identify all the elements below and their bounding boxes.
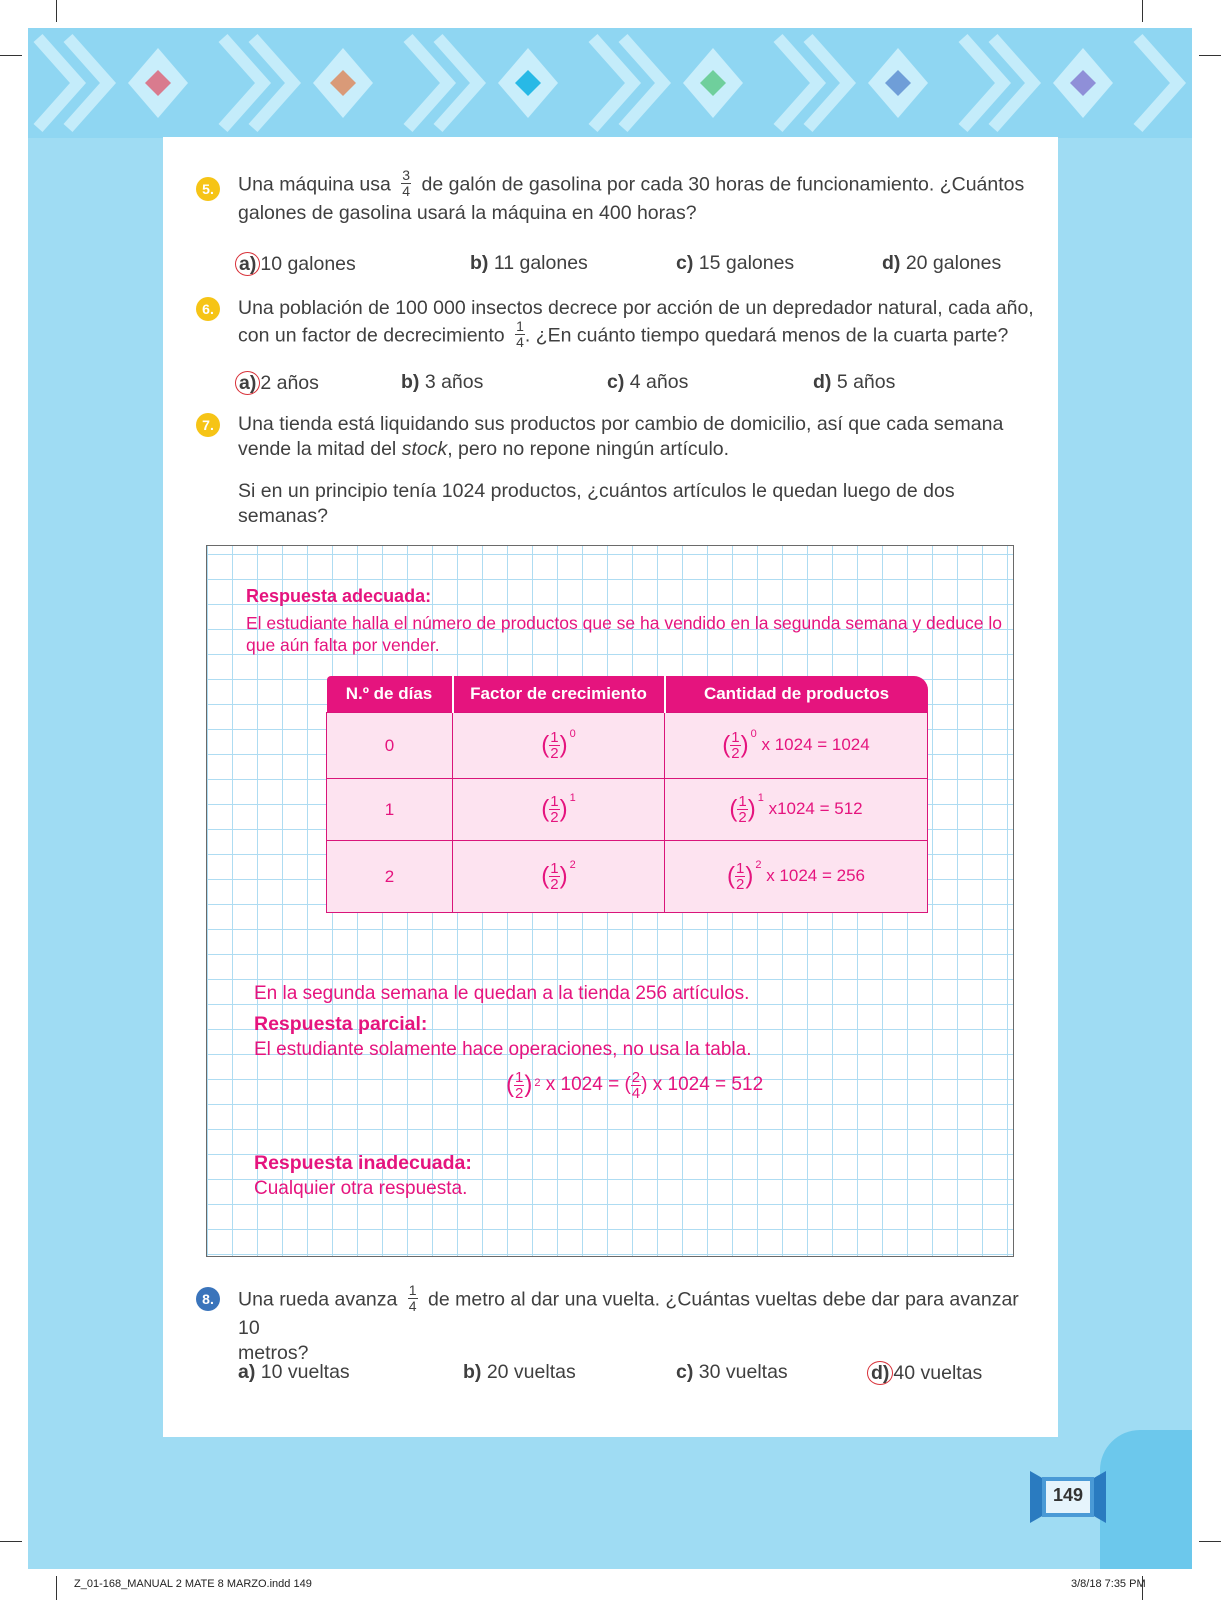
option-letter: c) <box>607 371 625 393</box>
question-5-text-a: Una máquina usa <box>238 173 391 196</box>
partial-answer-text: El estudiante solamente hace operaciones, no usa la tabla. <box>254 1039 752 1060</box>
question-5-number: 5. <box>196 177 220 201</box>
option-text: 30 vueltas <box>698 1361 788 1383</box>
exponent: 2 <box>755 859 762 871</box>
question-5-text-c: galones de gasolina usará la máquina en 400 horas? <box>238 202 697 224</box>
conclusion-text: En la segunda semana le quedan a la tienda 256 artículos. <box>254 983 750 1004</box>
fraction-denominator: 2 <box>550 809 559 826</box>
question-6-text-a: Una población de 100 000 insectos decrece por acción de un depredador natural, cada año, <box>238 297 1034 319</box>
fraction-denominator: 4 <box>408 1298 417 1314</box>
inadequate-answer-text: Cualquier otra respuesta. <box>254 1178 468 1199</box>
answer-circle: a) <box>235 371 260 395</box>
fraction-denominator: 2 <box>738 809 747 826</box>
option-text: 15 galones <box>698 252 795 274</box>
fraction-denominator: 4 <box>516 334 524 350</box>
table-cell-quantity: ( $\frac{1}{2}$ ) $^2$ x 1024 = 256 <box>665 841 928 913</box>
q5-option-d[interactable] <box>882 252 1001 275</box>
exponent: 1 <box>569 792 576 804</box>
option-text: 10 galones <box>260 253 356 275</box>
table-cell-day: 0 <box>327 713 453 779</box>
question-6-text-c: . ¿En cuánto tiempo quedará menos de la cuarta parte? <box>524 324 1009 347</box>
fraction-denominator: 2 <box>736 876 745 893</box>
option-text: 5 años <box>836 371 896 393</box>
crop-mark <box>1142 0 1143 22</box>
option-text: 4 años <box>629 371 689 393</box>
table-header-factor: Factor de crecimiento <box>453 676 665 713</box>
question-7-number: 7. <box>196 413 220 437</box>
question-7-line2a: vende la mitad del <box>238 438 402 460</box>
fraction-numerator: 1 <box>515 1068 524 1086</box>
q5-option-a[interactable] <box>235 252 356 276</box>
option-letter: d) <box>813 371 832 393</box>
question-7-stock-word: stock <box>401 438 448 460</box>
fraction-denominator: 4 <box>402 183 411 199</box>
fraction-numerator: 1 <box>408 1282 417 1298</box>
table-cell-quantity: ( $\frac{1}{2}$ ) $^1$ x1024 = 512 <box>665 779 928 841</box>
q6-option-a[interactable] <box>235 371 319 395</box>
question-7-prompt: Si en un principio tenía 1024 productos, ¿cuántos artículos le quedan luego de dos semanas? <box>238 480 955 527</box>
crop-mark <box>0 1541 22 1542</box>
crop-mark <box>56 1576 57 1600</box>
question-8-number: 8. <box>196 1287 220 1311</box>
option-text: 20 galones <box>905 252 1002 274</box>
fraction-denominator: 4 <box>631 1084 641 1102</box>
exponent: 0 <box>750 728 757 740</box>
q5-option-b[interactable] <box>470 252 588 275</box>
fraction-denominator: 2 <box>550 745 559 762</box>
fraction-numerator: 1 <box>516 318 524 334</box>
option-letter: b) <box>401 371 420 393</box>
growth-table <box>326 676 928 913</box>
adequate-answer-line2: que aún falta por vender. <box>246 635 440 655</box>
crop-mark <box>56 0 57 22</box>
q8-option-d[interactable] <box>867 1361 982 1385</box>
table-row <box>327 841 928 913</box>
quantity-result: x1024 = 512 <box>768 798 863 818</box>
partial-answer-title: Respuesta parcial: <box>254 1013 428 1035</box>
option-text: 20 vueltas <box>486 1361 576 1383</box>
question-7-line2b: , pero no repone ningún artículo. <box>447 438 730 460</box>
table-row <box>327 779 928 841</box>
option-letter: b) <box>470 252 489 274</box>
fraction-numerator: 3 <box>402 167 411 183</box>
option-text: 3 años <box>424 371 484 393</box>
decorative-banner <box>28 28 1192 138</box>
question-7-line1: Una tienda está liquidando sus productos por cambio de domicilio, así que cada semana <box>238 413 1004 435</box>
formula-end: ) x 1024 = 512 <box>641 1074 764 1096</box>
fraction-numerator: 1 <box>550 860 559 877</box>
fraction-one-quarter <box>515 319 525 350</box>
question-8-text-b: de metro al dar una vuelta. ¿Cuántas vueltas debe dar para avanzar 10 <box>238 1288 1019 1339</box>
fraction-three-quarters <box>401 168 411 199</box>
question-8-text-a: Una rueda avanza <box>238 1288 398 1311</box>
question-7-text <box>238 412 1028 462</box>
q8-option-c[interactable] <box>676 1361 788 1384</box>
exponent: 2 <box>534 1077 541 1089</box>
footer-date: 3/8/18 7:35 PM <box>1071 1578 1146 1590</box>
fraction-numerator: 1 <box>731 729 740 746</box>
quantity-result: x 1024 = 256 <box>766 865 865 885</box>
option-letter: d) <box>882 252 901 274</box>
quantity-result: x 1024 = 1024 <box>761 734 870 754</box>
question-8-text-c: metros? <box>238 1342 309 1364</box>
option-text: 2 años <box>260 372 319 394</box>
fraction-numerator: 2 <box>631 1068 641 1086</box>
page-corner-tab <box>1100 1430 1192 1569</box>
table-cell-factor: ( $\frac{1}{2}$ ) $^0$ <box>453 713 665 779</box>
fraction-denominator: 2 <box>550 876 559 893</box>
q6-option-b[interactable] <box>401 371 483 394</box>
fraction-denominator: 2 <box>515 1084 524 1102</box>
table-cell-quantity: ( $\frac{1}{2}$ ) $^0$ x 1024 = 1024 <box>665 713 928 779</box>
q8-option-a[interactable] <box>238 1361 350 1384</box>
formula-middle: x 1024 = ( <box>545 1074 631 1096</box>
fraction-numerator: 1 <box>738 793 747 810</box>
fraction-numerator: 1 <box>550 729 559 746</box>
exponent: 2 <box>569 859 576 871</box>
fraction-one-quarter <box>408 1283 418 1314</box>
q5-option-c[interactable] <box>676 252 794 275</box>
answer-circle: d) <box>867 1361 893 1385</box>
table-cell-factor: ( $\frac{1}{2}$ ) $^2$ <box>453 841 665 913</box>
adequate-answer-text <box>246 612 1006 656</box>
fraction-numerator: 1 <box>736 860 745 877</box>
option-text: 11 galones <box>493 252 588 274</box>
question-6-text <box>238 296 1038 352</box>
fraction-denominator: 2 <box>731 745 740 762</box>
table-cell-day: 2 <box>327 841 453 913</box>
partial-answer-formula: ( $\frac{1}{2}$ ) $^2$ x 1024 = ( $\frac{2}{4}$ ) x 1024 = 512 <box>506 1068 764 1102</box>
crop-mark <box>1199 55 1221 56</box>
inadequate-answer-title: Respuesta inadecuada: <box>254 1152 472 1174</box>
option-letter: c) <box>676 1361 694 1383</box>
crop-mark <box>0 55 22 56</box>
option-text: 40 vueltas <box>893 1362 983 1384</box>
table-header-days: N.º de días <box>327 676 453 713</box>
exponent: 1 <box>757 792 764 804</box>
q8-option-b[interactable] <box>463 1361 576 1384</box>
footer-file-info: Z_01-168_MANUAL 2 MATE 8 MARZO.indd 149 <box>74 1578 312 1590</box>
option-letter: a) <box>238 1361 256 1383</box>
q6-option-d[interactable] <box>813 371 895 394</box>
question-5-text-b: de galón de gasolina por cada 30 horas de funcionamiento. ¿Cuántos <box>421 173 1025 196</box>
exponent: 0 <box>569 728 576 740</box>
question-6-text-b: con un factor de decrecimiento <box>238 324 505 347</box>
crop-mark <box>1199 1541 1221 1542</box>
table-row <box>327 713 928 779</box>
option-text: 10 vueltas <box>260 1361 350 1383</box>
question-8-text <box>238 1282 1038 1366</box>
question-6-number: 6. <box>196 297 220 321</box>
answer-circle: a) <box>235 252 260 276</box>
page-number: 149 <box>1052 1485 1084 1505</box>
q6-option-c[interactable] <box>607 371 688 394</box>
adequate-answer-title: Respuesta adecuada: <box>246 586 432 606</box>
adequate-answer-line1: El estudiante halla el número de productos que se ha vendido en la segunda semana y deduce lo <box>246 613 1002 633</box>
fraction-numerator: 1 <box>550 793 559 810</box>
option-letter: b) <box>463 1361 482 1383</box>
question-5-text <box>238 167 1038 226</box>
table-cell-day: 1 <box>327 779 453 841</box>
table-cell-factor: ( $\frac{1}{2}$ ) $^1$ <box>453 779 665 841</box>
table-header-quantity: Cantidad de productos <box>665 676 928 713</box>
option-letter: c) <box>676 252 694 274</box>
